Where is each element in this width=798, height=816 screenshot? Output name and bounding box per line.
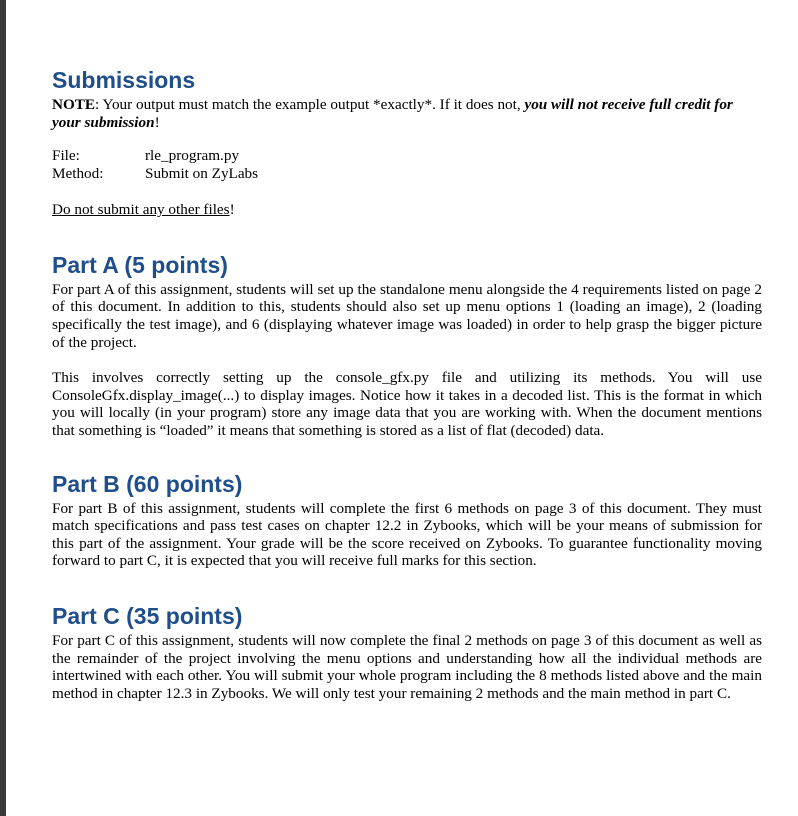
part-c-paragraph: For part C of this assignment, students will now complete the final 2 methods on page 3 of this document as well as the remainder of the project involving the menu options and understanding how all the individual methods are intertwined with each other. You will submit your whole program including the 8 methods listed above and the main method in chapter 12.3 in Zybooks. We will only test your remaining 2 methods and the main method in part C. — [52, 631, 762, 702]
file-value: rle_program.py — [145, 147, 240, 165]
part-a-heading: Part A (5 points) — [52, 251, 228, 278]
part-a-paragraph-1: For part A of this assignment, students will set up the standalone menu alongside the 4 requirements listed on page 2 of this document. In addition to this, students should also set up menu options 1 (loading an image), 2 (loading specifically the test image), and 6 (displaying whatever image was loaded) in order to help grasp the bigger picture of the project. — [52, 280, 762, 351]
file-row — [52, 147, 762, 165]
note-emphasis: you will not receive full credit for your submission — [52, 96, 733, 131]
submission-fields — [52, 147, 762, 183]
method-label: Method: — [52, 165, 104, 183]
note-label: NOTE — [52, 96, 96, 113]
method-row — [52, 165, 762, 183]
submissions-heading: Submissions — [52, 67, 196, 93]
warning-underlined: Do not submit any other files — [52, 201, 230, 219]
page-left-edge — [0, 0, 6, 816]
note-text: : Your output must match the example output *exactly*. If it does not, — [95, 96, 525, 113]
part-c-heading: Part C (35 points) — [52, 602, 243, 629]
file-label: File: — [52, 147, 80, 165]
note-paragraph — [52, 96, 762, 131]
note-end: ! — [154, 113, 160, 131]
warning-end: ! — [229, 201, 235, 219]
document-page — [52, 66, 762, 702]
part-a-paragraph-2: This involves correctly setting up the console_gfx.py file and utilizing its methods. You will use ConsoleGfx.display_image(...) to display images. Notice how it takes in a decoded list. This is the format in which you will locally (in your program) store any image data that you are working with. When the document mentions that something is “loaded” it means that something is stored as a list of flat (decoded) data. — [52, 369, 762, 439]
submission-warning — [52, 201, 762, 219]
part-b-paragraph: For part B of this assignment, students will complete the first 6 methods on page 3 of this document. They must match specifications and pass test cases on chapter 12.2 in Zybooks, which will be your means of submission for this part of the assignment. Your grade will be the score received on Zybooks. To guarantee functionality moving forward to part C, it is expected that you will receive full marks for this section. — [52, 499, 762, 570]
method-value: Submit on ZyLabs — [145, 165, 259, 183]
part-b-heading: Part B (60 points) — [52, 470, 243, 497]
